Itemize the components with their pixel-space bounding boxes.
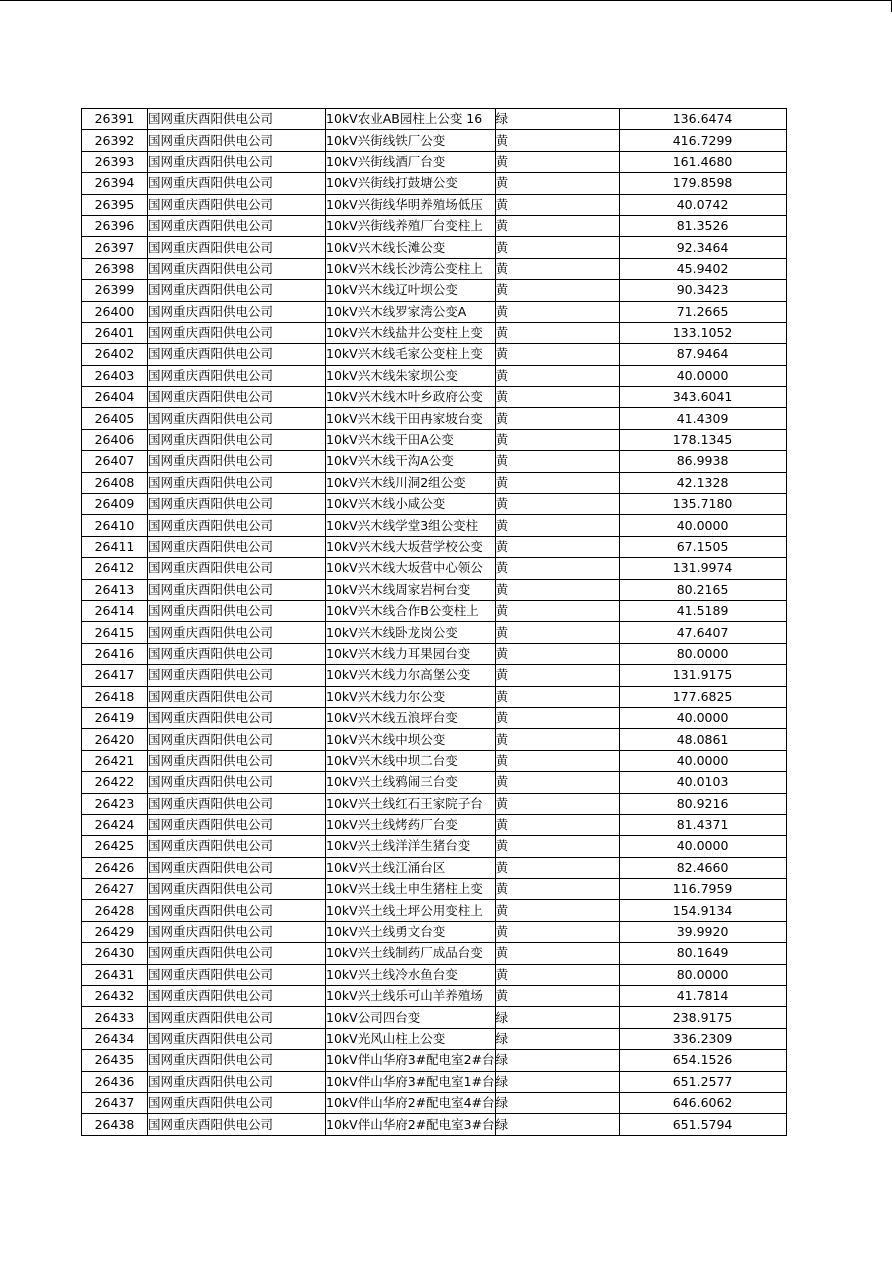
company-cell: 国网重庆酉阳供电公司 (148, 536, 326, 557)
transformer-name-cell: 10kV伴山华府3#配电室1#台 (326, 1071, 496, 1092)
transformer-name-cell: 10kV兴木线力耳果园台变 (326, 643, 496, 664)
value-cell: 40.0742 (619, 194, 786, 215)
company-cell: 国网重庆酉阳供电公司 (148, 215, 326, 236)
table-row (82, 1071, 787, 1092)
status-color-cell: 绿 (495, 1050, 619, 1071)
table-row (82, 365, 787, 386)
value-cell: 87.9464 (619, 344, 786, 365)
table-row (82, 1092, 787, 1113)
value-cell: 238.9175 (619, 1007, 786, 1028)
value-cell: 81.4371 (619, 814, 786, 835)
transformer-name-cell: 10kV兴木线力尔高堡公变 (326, 665, 496, 686)
status-color-cell: 黄 (495, 237, 619, 258)
transformer-name-cell: 10kV兴木线中坝二台变 (326, 750, 496, 771)
row-id-cell: 26404 (82, 387, 148, 408)
status-color-cell: 黄 (495, 194, 619, 215)
transformer-name-cell: 10kV兴木线木叶乡政府公变 (326, 387, 496, 408)
page-top-border (0, 0, 892, 1)
value-cell: 41.4309 (619, 408, 786, 429)
transformer-name-cell: 10kV兴木线力尔公变 (326, 686, 496, 707)
value-cell: 131.9974 (619, 558, 786, 579)
value-cell: 47.6407 (619, 622, 786, 643)
row-id-cell: 26430 (82, 943, 148, 964)
table-row (82, 793, 787, 814)
row-id-cell: 26397 (82, 237, 148, 258)
row-id-cell: 26420 (82, 729, 148, 750)
status-color-cell: 黄 (495, 686, 619, 707)
status-color-cell: 黄 (495, 665, 619, 686)
company-cell: 国网重庆酉阳供电公司 (148, 130, 326, 151)
value-cell: 646.6062 (619, 1092, 786, 1113)
status-color-cell: 黄 (495, 344, 619, 365)
transformer-name-cell: 10kV兴土线鸦闹三台变 (326, 772, 496, 793)
status-color-cell: 黄 (495, 900, 619, 921)
transformer-name-cell: 10kV兴木线盐井公变柱上变 (326, 322, 496, 343)
transformer-name-cell: 10kV兴木线小咸公变 (326, 494, 496, 515)
status-color-cell: 绿 (495, 1028, 619, 1049)
value-cell: 131.9175 (619, 665, 786, 686)
transformer-name-cell: 10kV农业AB园柱上公变 16 (326, 109, 496, 130)
row-id-cell: 26392 (82, 130, 148, 151)
table-row (82, 964, 787, 985)
table-row (82, 322, 787, 343)
value-cell: 42.1328 (619, 472, 786, 493)
row-id-cell: 26416 (82, 643, 148, 664)
table-row (82, 451, 787, 472)
transformer-name-cell: 10kV兴土线土申生猪柱上变 (326, 879, 496, 900)
value-cell: 71.2665 (619, 301, 786, 322)
status-color-cell: 黄 (495, 943, 619, 964)
table-row (82, 900, 787, 921)
company-cell: 国网重庆酉阳供电公司 (148, 772, 326, 793)
company-cell: 国网重庆酉阳供电公司 (148, 194, 326, 215)
company-cell: 国网重庆酉阳供电公司 (148, 301, 326, 322)
table-row (82, 1007, 787, 1028)
company-cell: 国网重庆酉阳供电公司 (148, 707, 326, 728)
status-color-cell: 黄 (495, 643, 619, 664)
company-cell: 国网重庆酉阳供电公司 (148, 515, 326, 536)
company-cell: 国网重庆酉阳供电公司 (148, 665, 326, 686)
row-id-cell: 26405 (82, 408, 148, 429)
row-id-cell: 26394 (82, 173, 148, 194)
table-row (82, 750, 787, 771)
status-color-cell: 黄 (495, 451, 619, 472)
row-id-cell: 26427 (82, 879, 148, 900)
row-id-cell: 26412 (82, 558, 148, 579)
row-id-cell: 26398 (82, 258, 148, 279)
value-cell: 41.5189 (619, 600, 786, 621)
transformer-name-cell: 10kV兴木线干沟A公变 (326, 451, 496, 472)
row-id-cell: 26435 (82, 1050, 148, 1071)
value-cell: 651.2577 (619, 1071, 786, 1092)
transformer-name-cell: 10kV兴土线江涌台区 (326, 857, 496, 878)
value-cell: 161.4680 (619, 151, 786, 172)
row-id-cell: 26426 (82, 857, 148, 878)
transformer-name-cell: 10kV兴木线长滩公变 (326, 237, 496, 258)
row-id-cell: 26406 (82, 429, 148, 450)
value-cell: 80.1649 (619, 943, 786, 964)
table-row (82, 814, 787, 835)
value-cell: 654.1526 (619, 1050, 786, 1071)
company-cell: 国网重庆酉阳供电公司 (148, 643, 326, 664)
transformer-name-cell: 10kV兴木线学堂3组公变柱 (326, 515, 496, 536)
status-color-cell: 黄 (495, 258, 619, 279)
transformer-name-cell: 10kV光风山柱上公变 (326, 1028, 496, 1049)
status-color-cell: 黄 (495, 408, 619, 429)
status-color-cell: 黄 (495, 836, 619, 857)
company-cell: 国网重庆酉阳供电公司 (148, 472, 326, 493)
table-row (82, 558, 787, 579)
status-color-cell: 黄 (495, 429, 619, 450)
status-color-cell: 黄 (495, 494, 619, 515)
transformer-name-cell: 10kV兴木线卧龙岗公变 (326, 622, 496, 643)
company-cell: 国网重庆酉阳供电公司 (148, 322, 326, 343)
value-cell: 154.9134 (619, 900, 786, 921)
status-color-cell: 黄 (495, 707, 619, 728)
transformer-name-cell: 10kV兴土线土坪公用变柱上 (326, 900, 496, 921)
table-row (82, 836, 787, 857)
table-row (82, 258, 787, 279)
transformer-name-cell: 10kV兴木线中坝公变 (326, 729, 496, 750)
table-row (82, 301, 787, 322)
table-row (82, 472, 787, 493)
company-cell: 国网重庆酉阳供电公司 (148, 237, 326, 258)
transformer-name-cell: 10kV公司四台变 (326, 1007, 496, 1028)
table-row (82, 536, 787, 557)
table-row (82, 1050, 787, 1071)
table-row (82, 280, 787, 301)
row-id-cell: 26438 (82, 1114, 148, 1135)
row-id-cell: 26396 (82, 215, 148, 236)
company-cell: 国网重庆酉阳供电公司 (148, 921, 326, 942)
status-color-cell: 黄 (495, 879, 619, 900)
row-id-cell: 26422 (82, 772, 148, 793)
table-row (82, 857, 787, 878)
status-color-cell: 黄 (495, 215, 619, 236)
table-row (82, 173, 787, 194)
row-id-cell: 26423 (82, 793, 148, 814)
company-cell: 国网重庆酉阳供电公司 (148, 1028, 326, 1049)
status-color-cell: 黄 (495, 301, 619, 322)
row-id-cell: 26409 (82, 494, 148, 515)
company-cell: 国网重庆酉阳供电公司 (148, 258, 326, 279)
company-cell: 国网重庆酉阳供电公司 (148, 451, 326, 472)
table-row (82, 109, 787, 130)
transformer-name-cell: 10kV兴木线干田冉家坡台变 (326, 408, 496, 429)
company-cell: 国网重庆酉阳供电公司 (148, 173, 326, 194)
row-id-cell: 26436 (82, 1071, 148, 1092)
row-id-cell: 26395 (82, 194, 148, 215)
company-cell: 国网重庆酉阳供电公司 (148, 964, 326, 985)
row-id-cell: 26400 (82, 301, 148, 322)
company-cell: 国网重庆酉阳供电公司 (148, 280, 326, 301)
status-color-cell: 绿 (495, 109, 619, 130)
company-cell: 国网重庆酉阳供电公司 (148, 494, 326, 515)
row-id-cell: 26419 (82, 707, 148, 728)
row-id-cell: 26410 (82, 515, 148, 536)
transformer-name-cell: 10kV兴木线毛家公变柱上变 (326, 344, 496, 365)
row-id-cell: 26403 (82, 365, 148, 386)
company-cell: 国网重庆酉阳供电公司 (148, 943, 326, 964)
row-id-cell: 26401 (82, 322, 148, 343)
table-row (82, 429, 787, 450)
status-color-cell: 黄 (495, 173, 619, 194)
transformer-name-cell: 10kV兴街线养殖厂台变柱上 (326, 215, 496, 236)
row-id-cell: 26407 (82, 451, 148, 472)
status-color-cell: 黄 (495, 558, 619, 579)
transformer-name-cell: 10kV兴木线合作B公变柱上 (326, 600, 496, 621)
transformer-name-cell: 10kV兴木线大坂营中心领公 (326, 558, 496, 579)
transformer-name-cell: 10kV伴山华府2#配电室3#台 (326, 1114, 496, 1135)
transformer-name-cell: 10kV兴土线乐可山羊养殖场 (326, 986, 496, 1007)
transformer-name-cell: 10kV兴木线罗家湾公变A (326, 301, 496, 322)
value-cell: 40.0000 (619, 707, 786, 728)
row-id-cell: 26425 (82, 836, 148, 857)
transformer-name-cell: 10kV兴土线红石王家院子台 (326, 793, 496, 814)
row-id-cell: 26399 (82, 280, 148, 301)
value-cell: 67.1505 (619, 536, 786, 557)
table-row (82, 1114, 787, 1135)
company-cell: 国网重庆酉阳供电公司 (148, 579, 326, 600)
transformer-name-cell: 10kV兴土线勇文台变 (326, 921, 496, 942)
value-cell: 133.1052 (619, 322, 786, 343)
value-cell: 81.3526 (619, 215, 786, 236)
table-row (82, 130, 787, 151)
value-cell: 45.9402 (619, 258, 786, 279)
transformer-name-cell: 10kV兴土线制药厂成品台变 (326, 943, 496, 964)
value-cell: 86.9938 (619, 451, 786, 472)
value-cell: 116.7959 (619, 879, 786, 900)
table-row (82, 237, 787, 258)
company-cell: 国网重庆酉阳供电公司 (148, 429, 326, 450)
table-row (82, 943, 787, 964)
company-cell: 国网重庆酉阳供电公司 (148, 986, 326, 1007)
value-cell: 343.6041 (619, 387, 786, 408)
table-row (82, 686, 787, 707)
value-cell: 80.2165 (619, 579, 786, 600)
table-row (82, 1028, 787, 1049)
value-cell: 177.6825 (619, 686, 786, 707)
row-id-cell: 26428 (82, 900, 148, 921)
status-color-cell: 黄 (495, 600, 619, 621)
company-cell: 国网重庆酉阳供电公司 (148, 365, 326, 386)
table-row (82, 151, 787, 172)
data-table (81, 108, 787, 1136)
table-row (82, 194, 787, 215)
table-row (82, 408, 787, 429)
transformer-name-cell: 10kV兴木线干田A公变 (326, 429, 496, 450)
row-id-cell: 26408 (82, 472, 148, 493)
company-cell: 国网重庆酉阳供电公司 (148, 686, 326, 707)
status-color-cell: 黄 (495, 322, 619, 343)
table-row (82, 772, 787, 793)
transformer-name-cell: 10kV兴木线长沙湾公变柱上 (326, 258, 496, 279)
transformer-name-cell: 10kV兴土线烤药厂台变 (326, 814, 496, 835)
value-cell: 39.9920 (619, 921, 786, 942)
transformer-name-cell: 10kV兴土线冷水鱼台变 (326, 964, 496, 985)
transformer-name-cell: 10kV伴山华府2#配电室4#台 (326, 1092, 496, 1113)
status-color-cell: 绿 (495, 1114, 619, 1135)
status-color-cell: 黄 (495, 622, 619, 643)
value-cell: 80.0000 (619, 964, 786, 985)
transformer-name-cell: 10kV伴山华府3#配电室2#台 (326, 1050, 496, 1071)
status-color-cell: 绿 (495, 1007, 619, 1028)
value-cell: 80.0000 (619, 643, 786, 664)
company-cell: 国网重庆酉阳供电公司 (148, 900, 326, 921)
company-cell: 国网重庆酉阳供电公司 (148, 729, 326, 750)
value-cell: 136.6474 (619, 109, 786, 130)
company-cell: 国网重庆酉阳供电公司 (148, 814, 326, 835)
value-cell: 135.7180 (619, 494, 786, 515)
row-id-cell: 26415 (82, 622, 148, 643)
company-cell: 国网重庆酉阳供电公司 (148, 879, 326, 900)
value-cell: 651.5794 (619, 1114, 786, 1135)
value-cell: 336.2309 (619, 1028, 786, 1049)
status-color-cell: 黄 (495, 793, 619, 814)
transformer-name-cell: 10kV兴木线辽叶坝公变 (326, 280, 496, 301)
transformer-name-cell: 10kV兴街线华明养殖场低压 (326, 194, 496, 215)
table-row (82, 387, 787, 408)
status-color-cell: 黄 (495, 151, 619, 172)
company-cell: 国网重庆酉阳供电公司 (148, 857, 326, 878)
status-color-cell: 绿 (495, 1071, 619, 1092)
status-color-cell: 黄 (495, 921, 619, 942)
value-cell: 40.0103 (619, 772, 786, 793)
table-row (82, 494, 787, 515)
row-id-cell: 26414 (82, 600, 148, 621)
status-color-cell: 黄 (495, 472, 619, 493)
status-color-cell: 黄 (495, 964, 619, 985)
transformer-name-cell: 10kV兴街线铁厂公变 (326, 130, 496, 151)
company-cell: 国网重庆酉阳供电公司 (148, 1092, 326, 1113)
company-cell: 国网重庆酉阳供电公司 (148, 600, 326, 621)
table-row (82, 707, 787, 728)
table-row (82, 986, 787, 1007)
row-id-cell: 26431 (82, 964, 148, 985)
row-id-cell: 26418 (82, 686, 148, 707)
table-row (82, 579, 787, 600)
company-cell: 国网重庆酉阳供电公司 (148, 151, 326, 172)
transformer-name-cell: 10kV兴木线大坂营学校公变 (326, 536, 496, 557)
row-id-cell: 26393 (82, 151, 148, 172)
company-cell: 国网重庆酉阳供电公司 (148, 1114, 326, 1135)
company-cell: 国网重庆酉阳供电公司 (148, 1071, 326, 1092)
table-row (82, 215, 787, 236)
row-id-cell: 26429 (82, 921, 148, 942)
row-id-cell: 26432 (82, 986, 148, 1007)
row-id-cell: 26421 (82, 750, 148, 771)
transformer-name-cell: 10kV兴木线川洞2组公变 (326, 472, 496, 493)
status-color-cell: 黄 (495, 536, 619, 557)
table-row (82, 643, 787, 664)
status-color-cell: 黄 (495, 986, 619, 1007)
table-row (82, 665, 787, 686)
row-id-cell: 26424 (82, 814, 148, 835)
value-cell: 40.0000 (619, 836, 786, 857)
value-cell: 92.3464 (619, 237, 786, 258)
table-row (82, 344, 787, 365)
company-cell: 国网重庆酉阳供电公司 (148, 387, 326, 408)
row-id-cell: 26391 (82, 109, 148, 130)
company-cell: 国网重庆酉阳供电公司 (148, 408, 326, 429)
value-cell: 41.7814 (619, 986, 786, 1007)
value-cell: 179.8598 (619, 173, 786, 194)
company-cell: 国网重庆酉阳供电公司 (148, 109, 326, 130)
transformer-name-cell: 10kV兴木线五浪坪台变 (326, 707, 496, 728)
value-cell: 40.0000 (619, 515, 786, 536)
value-cell: 82.4660 (619, 857, 786, 878)
table-row (82, 622, 787, 643)
transformer-name-cell: 10kV兴街线打鼓塘公变 (326, 173, 496, 194)
company-cell: 国网重庆酉阳供电公司 (148, 750, 326, 771)
company-cell: 国网重庆酉阳供电公司 (148, 1007, 326, 1028)
table-row (82, 515, 787, 536)
company-cell: 国网重庆酉阳供电公司 (148, 1050, 326, 1071)
transformer-name-cell: 10kV兴街线酒厂台变 (326, 151, 496, 172)
status-color-cell: 黄 (495, 130, 619, 151)
row-id-cell: 26437 (82, 1092, 148, 1113)
table-row (82, 879, 787, 900)
value-cell: 90.3423 (619, 280, 786, 301)
status-color-cell: 黄 (495, 515, 619, 536)
table-row (82, 729, 787, 750)
value-cell: 48.0861 (619, 729, 786, 750)
row-id-cell: 26413 (82, 579, 148, 600)
value-cell: 416.7299 (619, 130, 786, 151)
company-cell: 国网重庆酉阳供电公司 (148, 836, 326, 857)
row-id-cell: 26417 (82, 665, 148, 686)
status-color-cell: 黄 (495, 280, 619, 301)
row-id-cell: 26402 (82, 344, 148, 365)
table-row (82, 600, 787, 621)
status-color-cell: 黄 (495, 750, 619, 771)
company-cell: 国网重庆酉阳供电公司 (148, 793, 326, 814)
table-body (82, 109, 787, 1136)
row-id-cell: 26411 (82, 536, 148, 557)
status-color-cell: 绿 (495, 1092, 619, 1113)
status-color-cell: 黄 (495, 857, 619, 878)
transformer-name-cell: 10kV兴土线洋洋生猪台变 (326, 836, 496, 857)
status-color-cell: 黄 (495, 365, 619, 386)
transformer-name-cell: 10kV兴木线朱家坝公变 (326, 365, 496, 386)
row-id-cell: 26434 (82, 1028, 148, 1049)
value-cell: 40.0000 (619, 365, 786, 386)
status-color-cell: 黄 (495, 814, 619, 835)
status-color-cell: 黄 (495, 772, 619, 793)
value-cell: 80.9216 (619, 793, 786, 814)
value-cell: 40.0000 (619, 750, 786, 771)
status-color-cell: 黄 (495, 579, 619, 600)
company-cell: 国网重庆酉阳供电公司 (148, 344, 326, 365)
status-color-cell: 黄 (495, 729, 619, 750)
company-cell: 国网重庆酉阳供电公司 (148, 558, 326, 579)
status-color-cell: 黄 (495, 387, 619, 408)
value-cell: 178.1345 (619, 429, 786, 450)
transformer-name-cell: 10kV兴木线周家岩柯台变 (326, 579, 496, 600)
company-cell: 国网重庆酉阳供电公司 (148, 622, 326, 643)
table-row (82, 921, 787, 942)
row-id-cell: 26433 (82, 1007, 148, 1028)
